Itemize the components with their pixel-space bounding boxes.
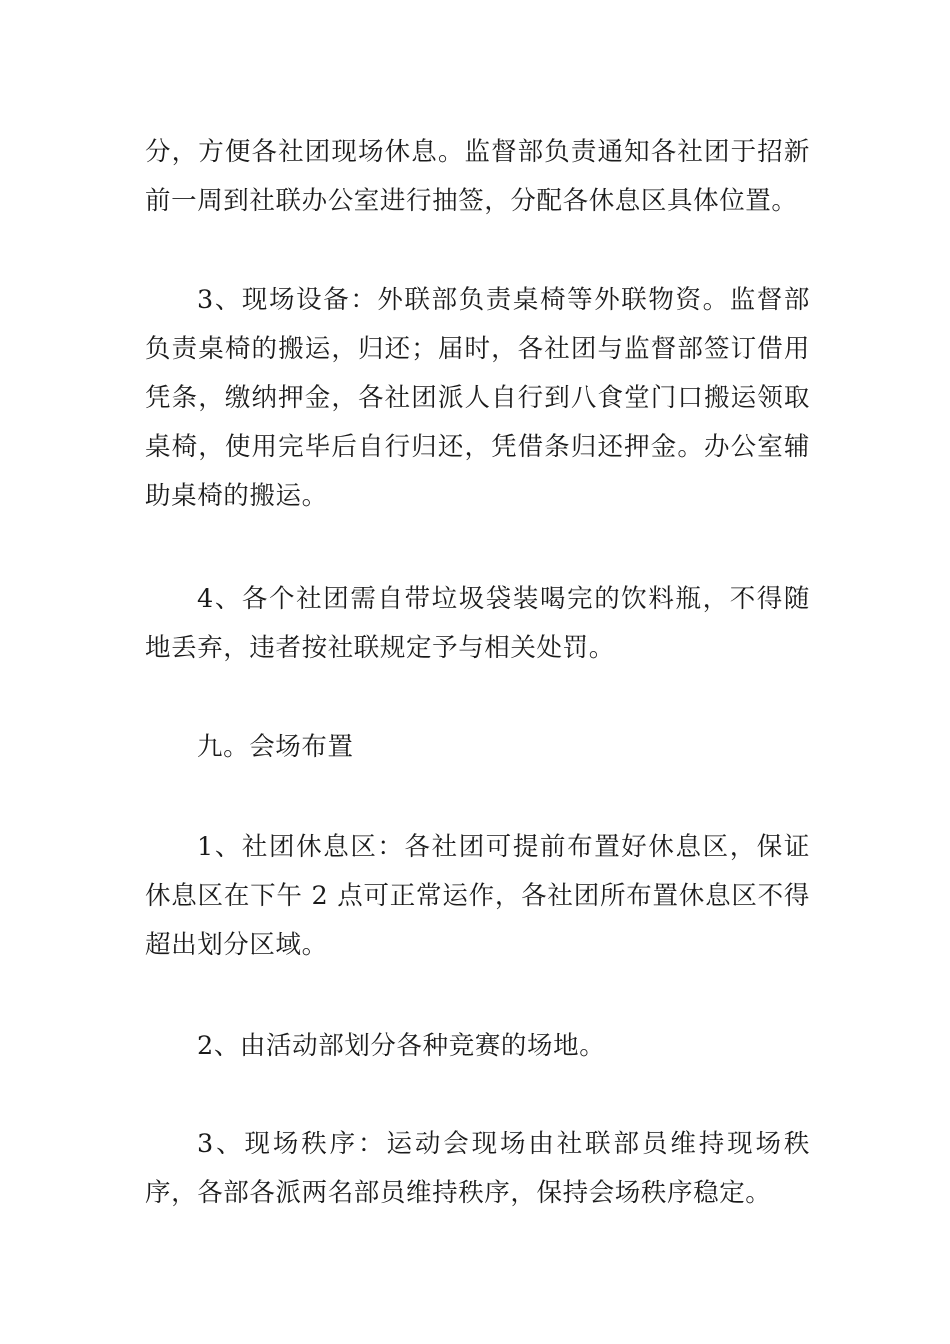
paragraph-continuation: 分，方便各社团现场休息。监督部负责通知各社团于招新前一周到社联办公室进行抽签，分配各休息区具体位置。 (145, 137, 810, 216)
paragraph-item-3-equipment: 3、现场设备：外联部负责桌椅等外联物资。监督部负责桌椅的搬运，归还；届时，各社团与监督部签订借用凭条，缴纳押金，各社团派人自行到八食堂门口搬运领取桌椅，使用完毕后自行归还，凭借条归还押金。办公室辅助桌椅的搬运。 (145, 285, 810, 511)
paragraph-item-4-litter: 4、各个社团需自带垃圾袋装喝完的饮料瓶，不得随地丢弃，违者按社联规定予与相关处罚。 (145, 584, 810, 663)
section-heading-venue-setup: 九。会场布置 (197, 732, 354, 762)
paragraph-item-3-order: 3、现场秩序：运动会现场由社联部员维持现场秩序，各部各派两名部员维持秩序，保持会场秩序稳定。 (145, 1129, 810, 1208)
paragraph-item-2-competition-area: 2、由活动部划分各种竞赛的场地。 (197, 1031, 606, 1061)
paragraph-item-1-rest-area: 1、社团休息区：各社团可提前布置好休息区，保证休息区在下午 2 点可正常运作，各社团所布置休息区不得超出划分区域。 (145, 832, 810, 960)
